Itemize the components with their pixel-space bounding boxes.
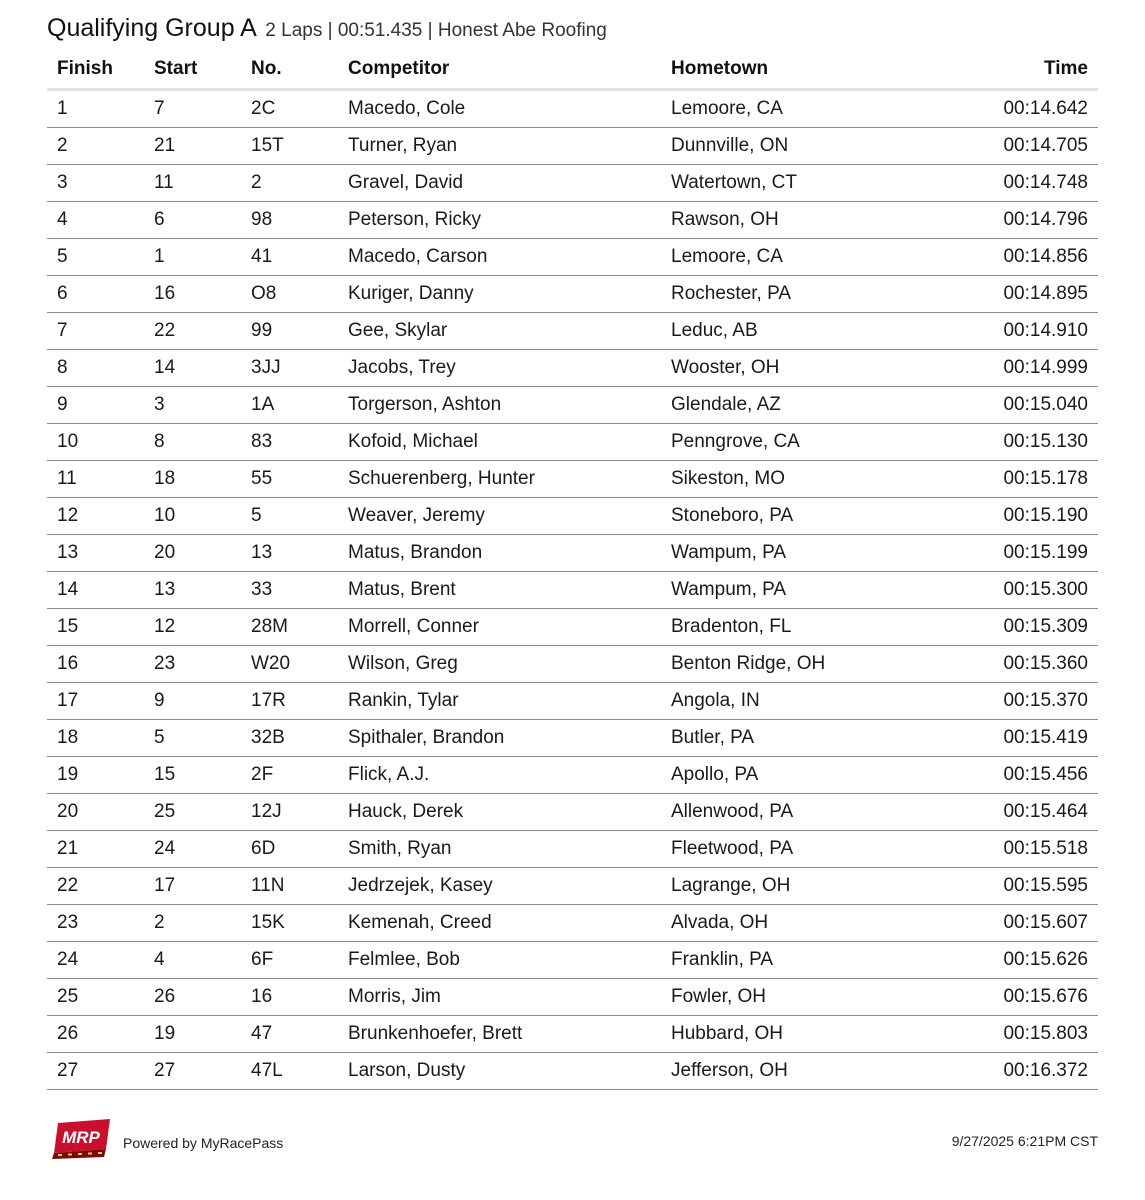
logo-strip-hole xyxy=(98,1152,102,1154)
competitor-cell: Matus, Brent xyxy=(338,572,661,609)
competitor-cell: Macedo, Cole xyxy=(338,90,661,128)
finish-cell: 8 xyxy=(47,350,144,387)
table-row xyxy=(47,609,1098,646)
table-row xyxy=(47,128,1098,165)
hometown-cell: Wampum, PA xyxy=(661,572,918,609)
competitor-cell: Gravel, David xyxy=(338,165,661,202)
hometown-cell: Lemoore, CA xyxy=(661,239,918,276)
table-row xyxy=(47,1053,1098,1090)
finish-cell: 15 xyxy=(47,609,144,646)
start-cell: 20 xyxy=(144,535,241,572)
table-row xyxy=(47,498,1098,535)
time-cell: 00:15.199 xyxy=(918,535,1098,572)
start-cell: 13 xyxy=(144,572,241,609)
page-subtitle: 2 Laps | 00:51.435 | Honest Abe Roofing xyxy=(265,20,607,41)
competitor-cell: Kofoid, Michael xyxy=(338,424,661,461)
hometown-cell: Dunnville, ON xyxy=(661,128,918,165)
competitor-cell: Larson, Dusty xyxy=(338,1053,661,1090)
start-cell: 3 xyxy=(144,387,241,424)
finish-cell: 1 xyxy=(47,90,144,128)
column-header-time: Time xyxy=(918,50,1098,90)
start-cell: 26 xyxy=(144,979,241,1016)
car-number-cell: 12J xyxy=(241,794,338,831)
time-cell: 00:14.748 xyxy=(918,165,1098,202)
competitor-cell: Macedo, Carson xyxy=(338,239,661,276)
hometown-cell: Fleetwood, PA xyxy=(661,831,918,868)
table-row xyxy=(47,165,1098,202)
time-cell: 00:15.595 xyxy=(918,868,1098,905)
results-body xyxy=(47,90,1098,1090)
time-cell: 00:15.464 xyxy=(918,794,1098,831)
table-row xyxy=(47,757,1098,794)
competitor-cell: Morrell, Conner xyxy=(338,609,661,646)
myracepass-logo xyxy=(52,1119,112,1159)
hometown-cell: Rochester, PA xyxy=(661,276,918,313)
table-row xyxy=(47,461,1098,498)
start-cell: 24 xyxy=(144,831,241,868)
table-row xyxy=(47,646,1098,683)
hometown-cell: Hubbard, OH xyxy=(661,1016,918,1053)
column-header-start: Start xyxy=(144,50,241,90)
car-number-cell: 55 xyxy=(241,461,338,498)
time-cell: 00:14.895 xyxy=(918,276,1098,313)
time-cell: 00:16.372 xyxy=(918,1053,1098,1090)
car-number-cell: 15T xyxy=(241,128,338,165)
powered-by-text: Powered by MyRacePass xyxy=(123,1135,284,1151)
time-cell: 00:15.040 xyxy=(918,387,1098,424)
start-cell: 17 xyxy=(144,868,241,905)
car-number-cell: O8 xyxy=(241,276,338,313)
car-number-cell: 41 xyxy=(241,239,338,276)
car-number-cell: 1A xyxy=(241,387,338,424)
car-number-cell: 13 xyxy=(241,535,338,572)
finish-cell: 7 xyxy=(47,313,144,350)
hometown-cell: Lemoore, CA xyxy=(661,90,918,128)
table-row xyxy=(47,572,1098,609)
table-row xyxy=(47,350,1098,387)
car-number-cell: 3JJ xyxy=(241,350,338,387)
hometown-cell: Glendale, AZ xyxy=(661,387,918,424)
finish-cell: 17 xyxy=(47,683,144,720)
finish-cell: 27 xyxy=(47,1053,144,1090)
hometown-cell: Fowler, OH xyxy=(661,979,918,1016)
hometown-cell: Benton Ridge, OH xyxy=(661,646,918,683)
finish-cell: 10 xyxy=(47,424,144,461)
car-number-cell: 83 xyxy=(241,424,338,461)
table-row xyxy=(47,202,1098,239)
start-cell: 8 xyxy=(144,424,241,461)
time-cell: 00:15.300 xyxy=(918,572,1098,609)
start-cell: 14 xyxy=(144,350,241,387)
hometown-cell: Jefferson, OH xyxy=(661,1053,918,1090)
start-cell: 16 xyxy=(144,276,241,313)
logo-strip-hole xyxy=(58,1154,62,1156)
competitor-cell: Kuriger, Danny xyxy=(338,276,661,313)
competitor-cell: Flick, A.J. xyxy=(338,757,661,794)
finish-cell: 5 xyxy=(47,239,144,276)
finish-cell: 25 xyxy=(47,979,144,1016)
start-cell: 2 xyxy=(144,905,241,942)
car-number-cell: 5 xyxy=(241,498,338,535)
time-cell: 00:15.178 xyxy=(918,461,1098,498)
column-header-hometown: Hometown xyxy=(661,50,918,90)
table-row xyxy=(47,831,1098,868)
car-number-cell: 98 xyxy=(241,202,338,239)
start-cell: 10 xyxy=(144,498,241,535)
finish-cell: 13 xyxy=(47,535,144,572)
start-cell: 7 xyxy=(144,90,241,128)
finish-cell: 23 xyxy=(47,905,144,942)
table-header-row xyxy=(47,50,1098,90)
car-number-cell: 16 xyxy=(241,979,338,1016)
table-row xyxy=(47,979,1098,1016)
finish-cell: 9 xyxy=(47,387,144,424)
finish-cell: 11 xyxy=(47,461,144,498)
table-row xyxy=(47,535,1098,572)
table-row xyxy=(47,942,1098,979)
hometown-cell: Butler, PA xyxy=(661,720,918,757)
hometown-cell: Allenwood, PA xyxy=(661,794,918,831)
car-number-cell: 6D xyxy=(241,831,338,868)
finish-cell: 12 xyxy=(47,498,144,535)
column-header-competitor: Competitor xyxy=(338,50,661,90)
finish-cell: 6 xyxy=(47,276,144,313)
car-number-cell: 2 xyxy=(241,165,338,202)
page-header xyxy=(47,14,607,43)
report-timestamp: 9/27/2025 6:21PM CST xyxy=(951,1133,1098,1149)
competitor-cell: Hauck, Derek xyxy=(338,794,661,831)
time-cell: 00:15.626 xyxy=(918,942,1098,979)
start-cell: 21 xyxy=(144,128,241,165)
hometown-cell: Wampum, PA xyxy=(661,535,918,572)
hometown-cell: Stoneboro, PA xyxy=(661,498,918,535)
start-cell: 1 xyxy=(144,239,241,276)
competitor-cell: Schuerenberg, Hunter xyxy=(338,461,661,498)
competitor-cell: Weaver, Jeremy xyxy=(338,498,661,535)
time-cell: 00:15.130 xyxy=(918,424,1098,461)
competitor-cell: Gee, Skylar xyxy=(338,313,661,350)
time-cell: 00:15.360 xyxy=(918,646,1098,683)
time-cell: 00:14.796 xyxy=(918,202,1098,239)
finish-cell: 22 xyxy=(47,868,144,905)
car-number-cell: 28M xyxy=(241,609,338,646)
table-row xyxy=(47,683,1098,720)
car-number-cell: 99 xyxy=(241,313,338,350)
hometown-cell: Apollo, PA xyxy=(661,757,918,794)
start-cell: 4 xyxy=(144,942,241,979)
car-number-cell: 6F xyxy=(241,942,338,979)
competitor-cell: Torgerson, Ashton xyxy=(338,387,661,424)
time-cell: 00:14.705 xyxy=(918,128,1098,165)
hometown-cell: Rawson, OH xyxy=(661,202,918,239)
competitor-cell: Turner, Ryan xyxy=(338,128,661,165)
start-cell: 15 xyxy=(144,757,241,794)
table-row xyxy=(47,794,1098,831)
time-cell: 00:15.676 xyxy=(918,979,1098,1016)
time-cell: 00:15.370 xyxy=(918,683,1098,720)
hometown-cell: Leduc, AB xyxy=(661,313,918,350)
start-cell: 18 xyxy=(144,461,241,498)
hometown-cell: Watertown, CT xyxy=(661,165,918,202)
time-cell: 00:14.856 xyxy=(918,239,1098,276)
car-number-cell: 32B xyxy=(241,720,338,757)
finish-cell: 14 xyxy=(47,572,144,609)
time-cell: 00:14.910 xyxy=(918,313,1098,350)
car-number-cell: 15K xyxy=(241,905,338,942)
page-title: Qualifying Group A xyxy=(47,14,257,42)
logo-text: MRP xyxy=(62,1128,100,1147)
competitor-cell: Peterson, Ricky xyxy=(338,202,661,239)
table-row xyxy=(47,868,1098,905)
finish-cell: 19 xyxy=(47,757,144,794)
time-cell: 00:15.419 xyxy=(918,720,1098,757)
time-cell: 00:14.999 xyxy=(918,350,1098,387)
table-row xyxy=(47,720,1098,757)
finish-cell: 21 xyxy=(47,831,144,868)
competitor-cell: Matus, Brandon xyxy=(338,535,661,572)
start-cell: 23 xyxy=(144,646,241,683)
competitor-cell: Wilson, Greg xyxy=(338,646,661,683)
hometown-cell: Bradenton, FL xyxy=(661,609,918,646)
start-cell: 27 xyxy=(144,1053,241,1090)
hometown-cell: Alvada, OH xyxy=(661,905,918,942)
car-number-cell: 2C xyxy=(241,90,338,128)
competitor-cell: Brunkenhoefer, Brett xyxy=(338,1016,661,1053)
start-cell: 25 xyxy=(144,794,241,831)
competitor-cell: Rankin, Tylar xyxy=(338,683,661,720)
table-row xyxy=(47,276,1098,313)
table-row xyxy=(47,313,1098,350)
start-cell: 6 xyxy=(144,202,241,239)
hometown-cell: Angola, IN xyxy=(661,683,918,720)
start-cell: 11 xyxy=(144,165,241,202)
finish-cell: 26 xyxy=(47,1016,144,1053)
competitor-cell: Morris, Jim xyxy=(338,979,661,1016)
finish-cell: 2 xyxy=(47,128,144,165)
time-cell: 00:15.190 xyxy=(918,498,1098,535)
competitor-cell: Jacobs, Trey xyxy=(338,350,661,387)
column-header-finish: Finish xyxy=(47,50,144,90)
hometown-cell: Franklin, PA xyxy=(661,942,918,979)
table-row xyxy=(47,1016,1098,1053)
start-cell: 22 xyxy=(144,313,241,350)
column-header-number: No. xyxy=(241,50,338,90)
logo-strip-hole xyxy=(68,1154,72,1156)
table-row xyxy=(47,90,1098,128)
time-cell: 00:15.456 xyxy=(918,757,1098,794)
finish-cell: 3 xyxy=(47,165,144,202)
time-cell: 00:15.803 xyxy=(918,1016,1098,1053)
logo-strip-hole xyxy=(88,1153,92,1155)
hometown-cell: Lagrange, OH xyxy=(661,868,918,905)
finish-cell: 18 xyxy=(47,720,144,757)
table-row xyxy=(47,424,1098,461)
time-cell: 00:15.607 xyxy=(918,905,1098,942)
car-number-cell: W20 xyxy=(241,646,338,683)
finish-cell: 24 xyxy=(47,942,144,979)
car-number-cell: 2F xyxy=(241,757,338,794)
car-number-cell: 47L xyxy=(241,1053,338,1090)
competitor-cell: Kemenah, Creed xyxy=(338,905,661,942)
car-number-cell: 47 xyxy=(241,1016,338,1053)
table-row xyxy=(47,905,1098,942)
start-cell: 12 xyxy=(144,609,241,646)
time-cell: 00:14.642 xyxy=(918,90,1098,128)
finish-cell: 20 xyxy=(47,794,144,831)
car-number-cell: 11N xyxy=(241,868,338,905)
car-number-cell: 33 xyxy=(241,572,338,609)
hometown-cell: Sikeston, MO xyxy=(661,461,918,498)
competitor-cell: Jedrzejek, Kasey xyxy=(338,868,661,905)
table-row xyxy=(47,239,1098,276)
start-cell: 9 xyxy=(144,683,241,720)
competitor-cell: Spithaler, Brandon xyxy=(338,720,661,757)
table-row xyxy=(47,387,1098,424)
start-cell: 5 xyxy=(144,720,241,757)
competitor-cell: Smith, Ryan xyxy=(338,831,661,868)
car-number-cell: 17R xyxy=(241,683,338,720)
finish-cell: 4 xyxy=(47,202,144,239)
start-cell: 19 xyxy=(144,1016,241,1053)
finish-cell: 16 xyxy=(47,646,144,683)
results-table xyxy=(47,50,1098,1090)
time-cell: 00:15.309 xyxy=(918,609,1098,646)
time-cell: 00:15.518 xyxy=(918,831,1098,868)
competitor-cell: Felmlee, Bob xyxy=(338,942,661,979)
hometown-cell: Wooster, OH xyxy=(661,350,918,387)
hometown-cell: Penngrove, CA xyxy=(661,424,918,461)
logo-strip-hole xyxy=(78,1153,82,1155)
